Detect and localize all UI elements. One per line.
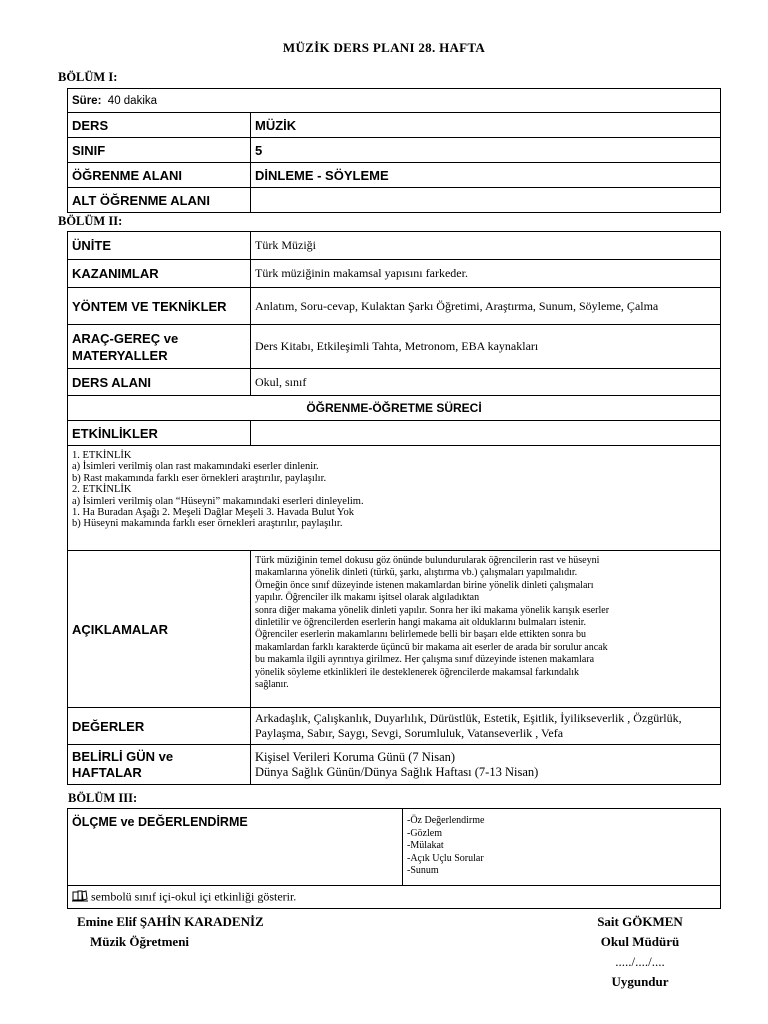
aciklama-line: sonra diğer makama yönelik dinleti yapılır. Sonra her iki makama yönelik karışık eserler	[255, 604, 610, 616]
olcme-label: ÖLÇME ve DEĞERLENDİRME	[68, 809, 403, 886]
belirli-gun-item: Kişisel Verileri Koruma Günü (7 Nisan)	[255, 749, 456, 764]
olcme-item: -Mülakat	[407, 840, 444, 852]
section-1-table	[67, 88, 721, 213]
kazanimlar-value: Türk müziğinin makamsal yapısını farkeder.	[251, 260, 721, 288]
teacher-signature	[77, 914, 264, 954]
etkinlik-line: a) İsimleri verilmiş olan “Hüseyni” makamındaki eserleri dinleyelim.	[72, 495, 364, 507]
degerler-value: Arkadaşlık, Çalışkanlık, Duyarlılık, Dürüstlük, Estetik, Eşitlik, İyilikseverlik , Özgürlük, Paylaşma, Sabır, Saygı, Sevgi, Sorumluluk, Vatanseverlik , Vefa	[251, 708, 721, 745]
ders-value: MÜZİK	[251, 113, 721, 138]
ogrenme-ogretme-sureci-heading: ÖĞRENME-ÖĞRETME SÜRECİ	[68, 396, 721, 421]
arac-gerec-line-1: ARAÇ-GEREÇ ve	[72, 330, 179, 346]
belirli-gun-label	[68, 745, 251, 785]
aciklama-line: sağlanır.	[255, 679, 289, 691]
ders-alani-label: DERS ALANI	[68, 369, 251, 396]
etkinlik-line: 2. ETKİNLİK	[72, 484, 132, 496]
page-title: MÜZİK DERS PLANI 28. HAFTA	[282, 40, 486, 55]
symbol-note-row	[68, 886, 721, 909]
belirli-gun-item: Dünya Sağlık Günün/Dünya Sağlık Haftası (7-13 Nisan)	[255, 764, 539, 779]
section-2-table	[67, 231, 721, 785]
approval-text: Uygundur	[611, 974, 669, 989]
teacher-title: Müzik Öğretmeni	[90, 934, 190, 949]
etkinlikler-label: ETKİNLİKLER	[68, 421, 251, 446]
belirli-gun-line-2: HAFTALAR	[72, 764, 142, 780]
yontem-value: Anlatım, Soru-cevap, Kulaktan Şarkı Öğretimi, Araştırma, Sunum, Söyleme, Çalma	[251, 288, 721, 325]
olcme-item: -Açık Uçlu Sorular	[407, 852, 484, 864]
section-3-table	[67, 808, 721, 909]
section-3-label: BÖLÜM III:	[68, 791, 138, 805]
aciklama-line: makamlarına yönelik dinleti (türkü, şarkı, alıştırma vb.) çalışmaları yapılmalıdır.	[255, 567, 578, 579]
aciklama-line: Örneğin önce sınıf düzeyinde istenen makamlardan birine yönelik dinleti çalışmaları	[255, 579, 594, 591]
books-icon	[72, 889, 88, 906]
degerler-label: DEĞERLER	[68, 708, 251, 745]
signature-date: ...../..../....	[615, 954, 665, 969]
arac-gerec-value: Ders Kitabı, Etkileşimli Tahta, Metronom, EBA kaynakları	[251, 325, 721, 369]
belirli-gun-line-1: BELİRLİ GÜN ve	[72, 748, 174, 764]
sinif-label: SINIF	[68, 138, 251, 163]
ders-label: DERS	[68, 113, 251, 138]
principal-signature	[580, 914, 700, 994]
aciklama-line: Türk müziğinin temel dokusu göz önünde bulundurularak öğrencilerin rast ve hüseyni	[255, 555, 600, 566]
sinif-value: 5	[251, 138, 721, 163]
principal-name: Sait GÖKMEN	[597, 914, 683, 929]
olcme-item: -Sunum	[407, 865, 439, 877]
etkinlik-line: 1. Ha Buradan Aşağı 2. Meşeli Dağlar Meşeli 3. Havada Bulut Yok	[72, 507, 354, 519]
alt-ogrenme-alani-label: ALT ÖĞRENME ALANI	[68, 188, 251, 213]
ogrenme-alani-label: ÖĞRENME ALANI	[68, 163, 251, 188]
duration-label: Süre:	[72, 94, 102, 107]
olcme-list	[403, 809, 721, 886]
etkinlik-line: b) Rast makamında farklı eser örnekleri araştırılır, paylaşılır.	[72, 472, 327, 484]
aciklama-line: Öğrenciler eserlerin makamlarını belirlemede belli bir başarı elde ettikten sonra bu	[255, 629, 586, 641]
teacher-name: Emine Elif ŞAHİN KARADENİZ	[77, 914, 264, 929]
etkinlik-line: b) Hüseyni makamında farklı eser örnekleri araştırılır, paylaşılır.	[72, 518, 343, 530]
aciklama-line: bu makamla ilgili ayrıntıya girilmez. Her çalışma sınıf düzeyinde istenen makamlara	[255, 654, 595, 666]
ogrenme-alani-value: DİNLEME - SÖYLEME	[251, 163, 721, 188]
section-2-label: BÖLÜM II:	[58, 214, 123, 228]
principal-title: Okul Müdürü	[600, 934, 680, 949]
arac-gerec-line-2: MATERYALLER	[72, 347, 168, 363]
kazanimlar-label: KAZANIMLAR	[68, 260, 251, 288]
aciklamalar-value	[251, 551, 721, 708]
etkinlik-details	[68, 446, 721, 551]
alt-ogrenme-alani-value	[251, 188, 721, 213]
symbol-note-text: sembolü sınıf içi-okul içi etkinliği gösterir.	[91, 888, 297, 903]
etkinlik-line: a) İsimleri verilmiş olan rast makamındaki eserler dinlenir.	[72, 461, 319, 473]
ders-alani-value: Okul, sınıf	[251, 369, 721, 396]
belirli-gun-value	[251, 745, 721, 785]
aciklama-line: dinletilir ve öğrencilerden eserlerin hangi makama ait olduklarını bulmaları istenir.	[255, 617, 587, 629]
duration-value: 40 dakika	[107, 94, 158, 107]
aciklama-line: yönelik söyleme etkinlikleri ile desteklenerek öğrencilerde makamsal farkındalık	[255, 666, 580, 678]
olcme-item: -Gözlem	[407, 827, 442, 839]
duration-cell	[68, 89, 721, 113]
unite-value: Türk Müziği	[251, 232, 721, 260]
etkinlikler-value	[251, 421, 721, 446]
olcme-item: -Öz Değerlendirme	[407, 815, 485, 826]
arac-gerec-label	[68, 325, 251, 369]
aciklama-line: yapılır. Öğrenciler ilk makamı işitsel olarak algıladıktan	[255, 592, 480, 604]
section-1-label: BÖLÜM I:	[58, 70, 118, 84]
yontem-label: YÖNTEM VE TEKNİKLER	[68, 288, 251, 325]
unite-label: ÜNİTE	[68, 232, 251, 260]
etkinlik-line: 1. ETKİNLİK	[72, 450, 132, 461]
aciklamalar-label: AÇIKLAMALAR	[68, 551, 251, 708]
aciklama-line: makamlardan farklı karakterde üçüncü bir makama ait eserler de arada bir sorulur ancak	[255, 641, 608, 653]
